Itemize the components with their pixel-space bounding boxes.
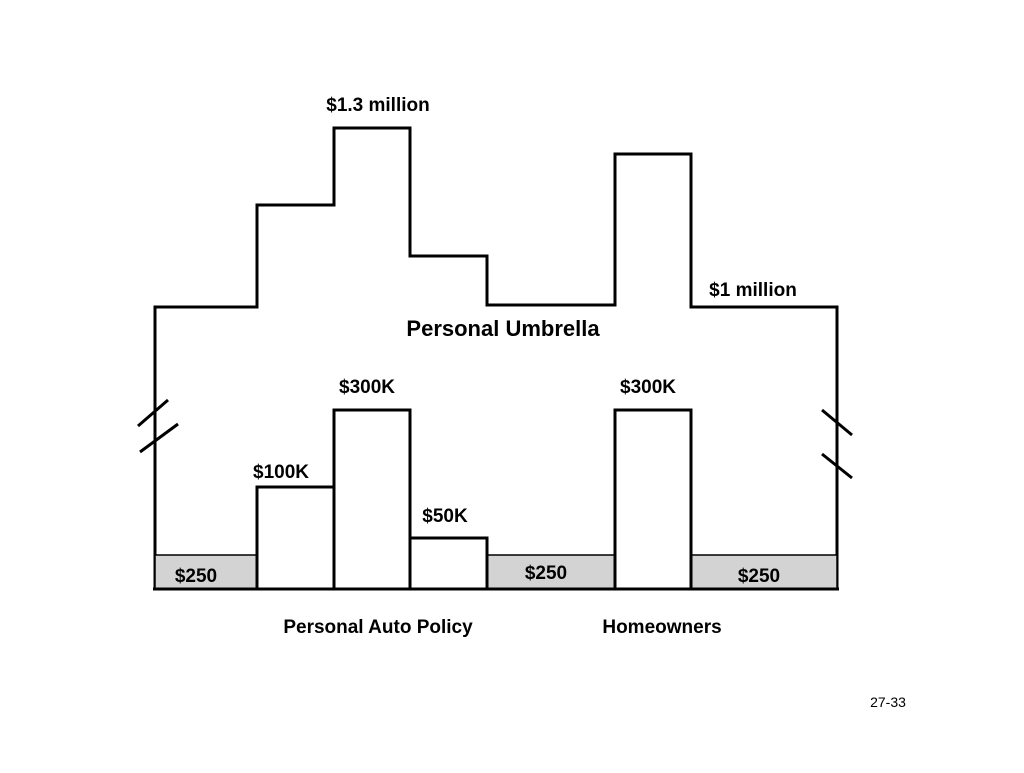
left-break-mark: [138, 400, 178, 452]
umbrella-top-limit-label: $1.3 million: [326, 95, 430, 116]
slide-number: 27-33: [870, 694, 906, 710]
deductible-label-right: $250: [737, 566, 781, 587]
auto-property-damage-box: [410, 538, 487, 589]
auto-bodily-injury-per-accident-box: [334, 410, 410, 589]
umbrella-title: Personal Umbrella: [406, 316, 600, 341]
auto-limit-100k-label: $100K: [253, 462, 309, 483]
homeowners-limit-label: $300K: [620, 377, 676, 398]
auto-limit-50k-label: $50K: [422, 506, 468, 527]
homeowners-label: Homeowners: [602, 617, 722, 638]
deductible-label-left: $250: [174, 566, 218, 587]
deductible-label-middle: $250: [524, 563, 568, 584]
umbrella-side-limit-label: $1 million: [709, 280, 797, 301]
personal-auto-policy-label: Personal Auto Policy: [283, 617, 473, 638]
auto-limit-300k-label: $300K: [339, 377, 395, 398]
homeowners-liability-box: [615, 410, 691, 589]
auto-bodily-injury-per-person-box: [257, 487, 334, 589]
